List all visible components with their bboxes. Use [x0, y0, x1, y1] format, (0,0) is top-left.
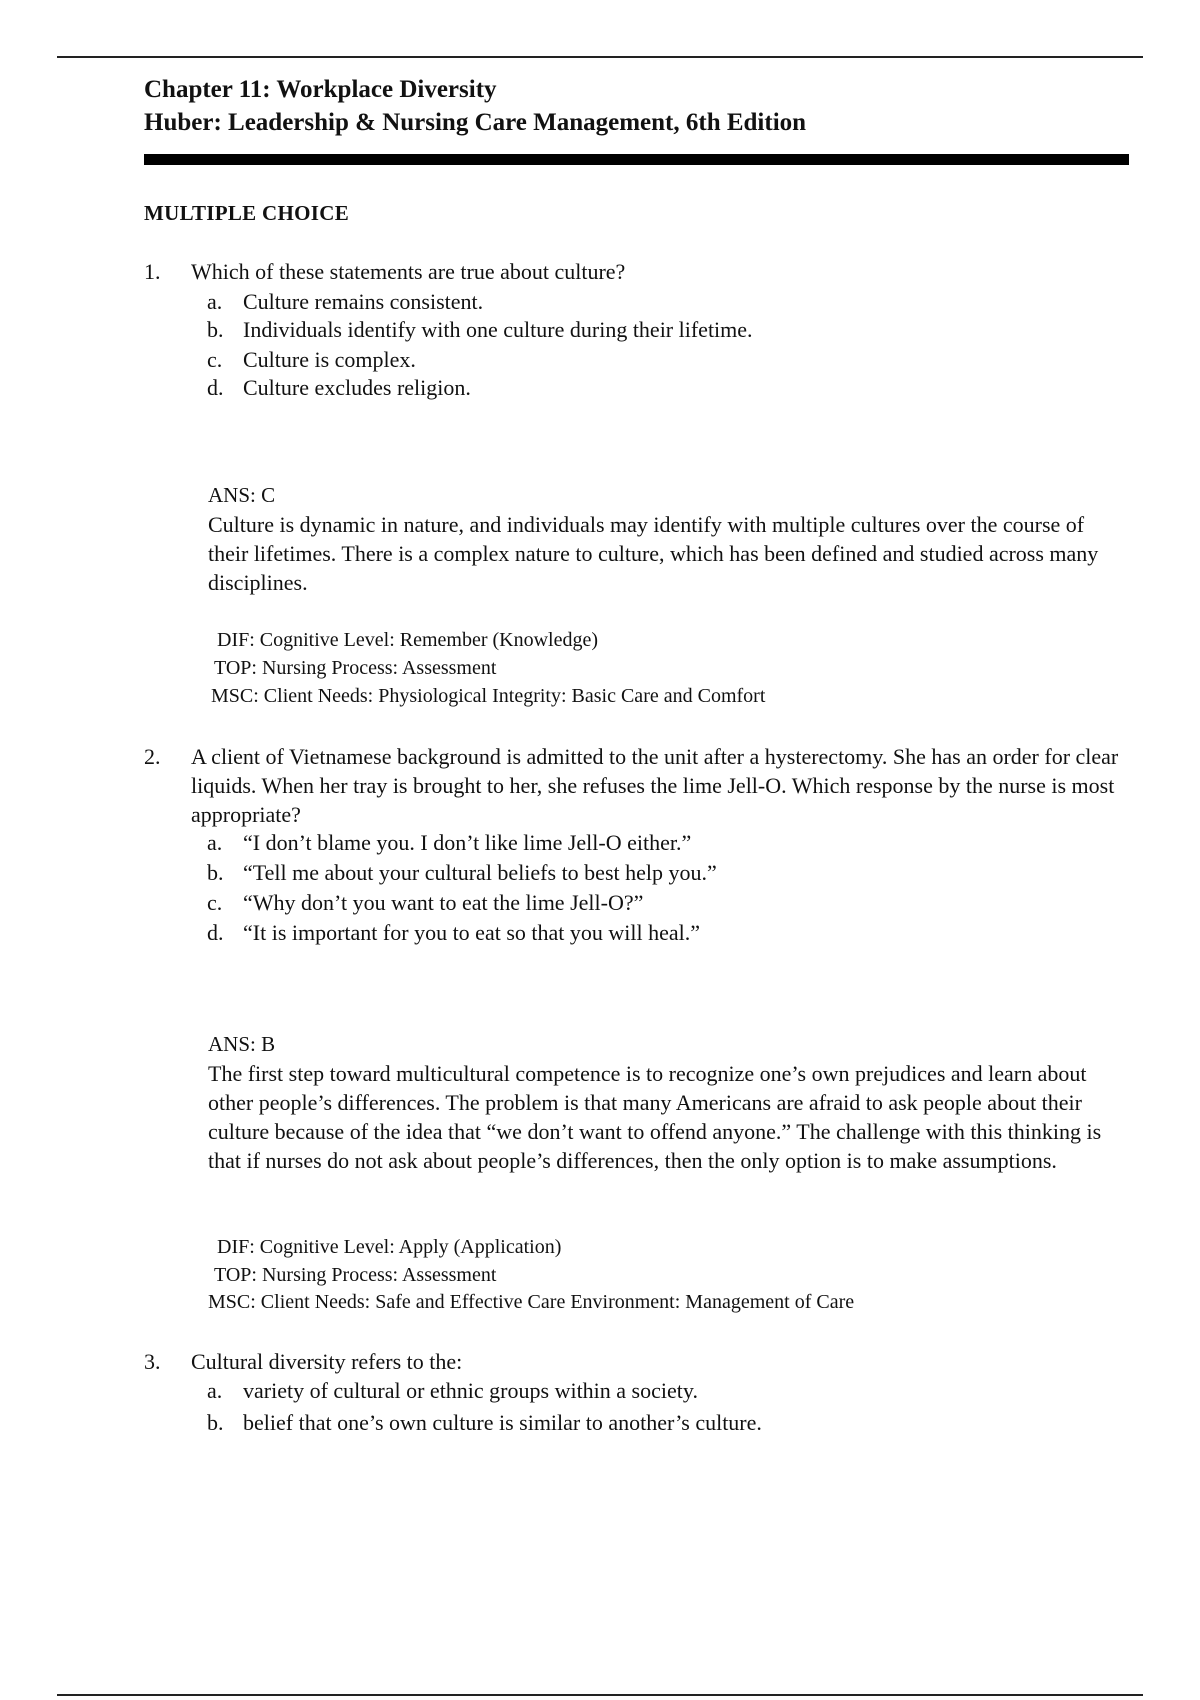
difficulty-level: DIF: Cognitive Level: Remember (Knowledge): [217, 629, 599, 651]
option-letter: c.: [207, 890, 223, 915]
answer-rationale: Culture is dynamic in nature, and individuals may identify with multiple cultures over the course of their lifetimes. There is a complex nature to culture, which has been defined and studied across many disciplines.: [208, 512, 1099, 595]
option-letter: b.: [207, 860, 224, 885]
option-letter: d.: [207, 920, 224, 945]
question-3: [0, 1347, 1200, 1377]
answer-block: [208, 481, 1128, 597]
question-number: 2.: [144, 744, 161, 769]
option-text: “I don’t blame you. I don’t like lime Jell-O either.”: [243, 830, 692, 855]
question-1: [0, 257, 1200, 287]
option-letter: d.: [207, 375, 224, 400]
option-letter: b.: [207, 317, 224, 342]
book-title: Huber: Leadership & Nursing Care Management, 6th Edition: [144, 109, 807, 136]
question-number: 3.: [144, 1349, 161, 1374]
topic: TOP: Nursing Process: Assessment: [214, 657, 497, 679]
client-needs: MSC: Client Needs: Safe and Effective Care Environment: Management of Care: [208, 1291, 855, 1313]
document-header: [144, 73, 806, 139]
question-number: 1.: [144, 259, 161, 284]
bottom-divider: [57, 1694, 1143, 1696]
answer-rationale: The first step toward multicultural competence is to recognize one’s own prejudices and learn about other people’s differences. The problem is that many Americans are afraid to ask people about their culture because of the idea that “we don’t want to offend anyone.” The challenge with this thinking is that if nurses do not ask about people’s differences, then the only option is to make assumptions.: [208, 1061, 1102, 1173]
option-text: “Why don’t you want to eat the lime Jell-O?”: [243, 890, 644, 915]
option-text: Culture excludes religion.: [243, 375, 471, 400]
topic: TOP: Nursing Process: Assessment: [214, 1264, 497, 1286]
option-letter: c.: [207, 347, 223, 372]
chapter-title: Chapter 11: Workplace Diversity: [144, 76, 497, 103]
question-2: [0, 742, 1200, 832]
option-text: belief that one’s own culture is similar to another’s culture.: [243, 1410, 762, 1435]
header-divider: [144, 154, 1129, 165]
section-title: MULTIPLE CHOICE: [144, 201, 350, 225]
top-divider: [57, 56, 1143, 58]
option-text: Culture is complex.: [243, 347, 416, 372]
answer-key: ANS: B: [208, 1032, 276, 1056]
option-text: “It is important for you to eat so that you will heal.”: [243, 920, 701, 945]
question-text: Cultural diversity refers to the:: [191, 1349, 463, 1374]
client-needs: MSC: Client Needs: Physiological Integrity: Basic Care and Comfort: [211, 685, 766, 707]
option-text: Individuals identify with one culture during their lifetime.: [243, 317, 753, 342]
question-text: Which of these statements are true about culture?: [191, 259, 626, 284]
answer-key: ANS: C: [208, 483, 276, 507]
option-letter: a.: [207, 1378, 223, 1403]
option-letter: b.: [207, 1410, 224, 1435]
option-letter: a.: [207, 830, 223, 855]
question-text: A client of Vietnamese background is admitted to the unit after a hysterectomy. She has an order for clear liquids. When her tray is brought to her, she refuses the lime Jell-O. Which response by the nurse is most appropriate?: [191, 744, 1119, 827]
option-letter: a.: [207, 289, 223, 314]
answer-block: [208, 1030, 1133, 1175]
option-text: “Tell me about your cultural beliefs to best help you.”: [243, 860, 717, 885]
option-text: Culture remains consistent.: [243, 289, 484, 314]
difficulty-level: DIF: Cognitive Level: Apply (Application): [217, 1236, 562, 1258]
option-text: variety of cultural or ethnic groups within a society.: [243, 1378, 698, 1403]
